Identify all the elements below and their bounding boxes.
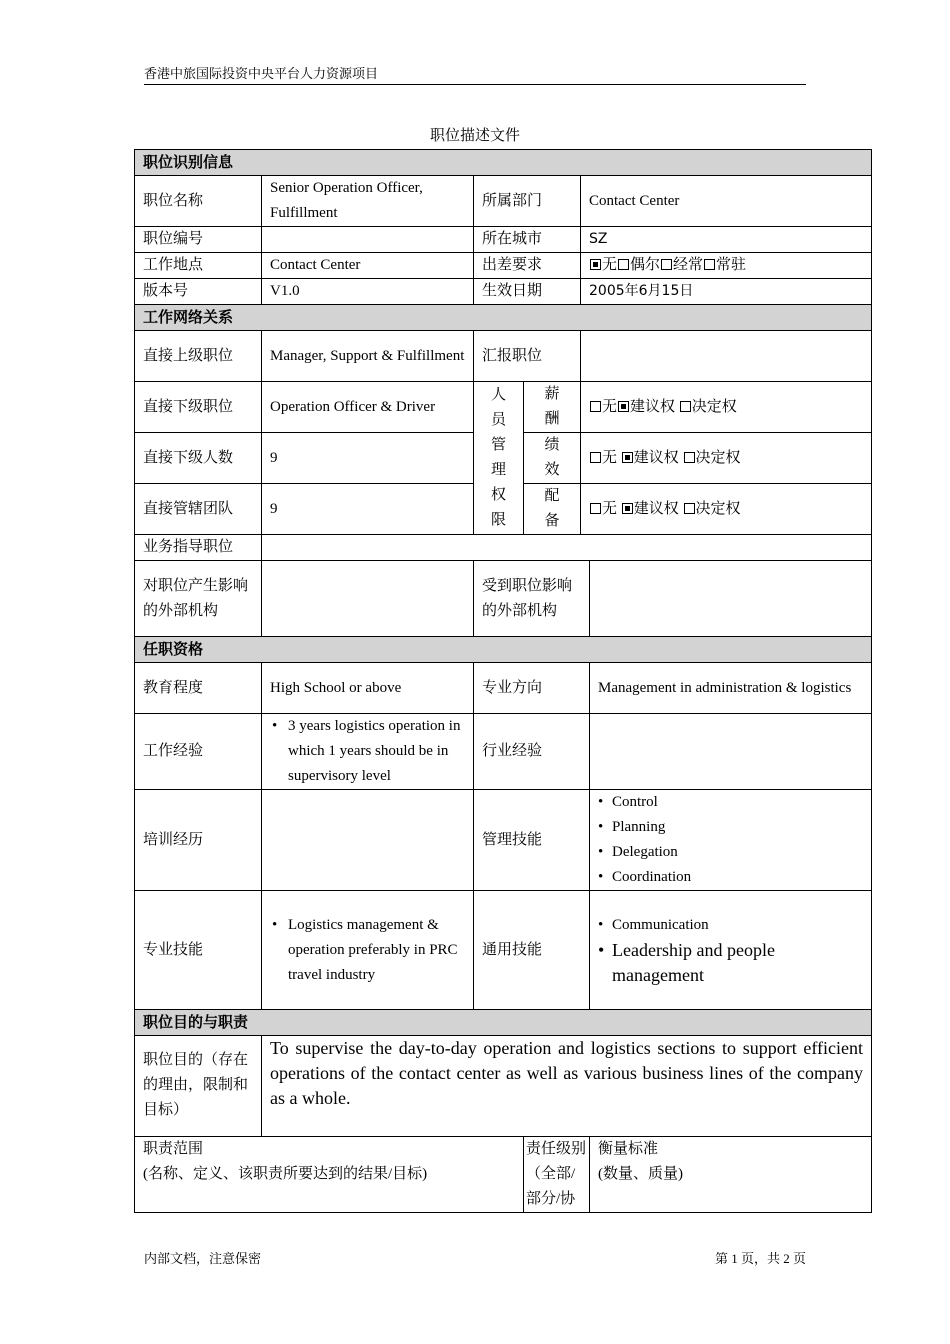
performance-rights <box>581 433 872 484</box>
education-label: 教育程度 <box>135 663 262 714</box>
purpose-label: 职位目的（存在的理由，限制和目标） <box>135 1036 262 1137</box>
report-label: 汇报职位 <box>474 331 581 382</box>
right-option: 决定权 <box>695 449 741 466</box>
effective-date-value: 2005年6月15日 <box>581 279 872 305</box>
version-value: V1.0 <box>262 279 474 305</box>
checkbox-checked-icon <box>622 452 633 463</box>
salary-char: 薪 <box>544 386 560 402</box>
position-name-value: Senior Operation Officer, Fulfillment <box>262 176 474 227</box>
scope-header <box>135 1137 524 1213</box>
travel-option: 常驻 <box>716 257 747 273</box>
travel-label: 出差要求 <box>474 253 581 279</box>
list-item: • Control <box>598 790 863 815</box>
authority-char: 理 <box>490 462 506 478</box>
general-skills-label: 通用技能 <box>474 891 590 1010</box>
checkbox-icon <box>590 452 601 463</box>
training-label: 培训经历 <box>135 790 262 891</box>
right-option: 决定权 <box>691 398 737 415</box>
section-identity: 职位识别信息 <box>135 150 872 176</box>
right-option: 无 <box>602 500 618 517</box>
checkbox-icon <box>704 259 715 270</box>
position-name-label: 职位名称 <box>135 176 262 227</box>
page-header: 香港中旅国际投资中央平台人力资源项目 <box>144 66 806 85</box>
subordinate-label: 直接下级职位 <box>135 382 262 433</box>
influence-out-label: 对职位产生影响的外部机构 <box>135 561 262 637</box>
location-value: Contact Center <box>262 253 474 279</box>
influence-out-value <box>262 561 474 637</box>
measure-label: 衡量标准 <box>598 1141 659 1157</box>
guidance-value <box>262 535 872 561</box>
mgmt-skills-value <box>590 790 872 891</box>
staffing-char: 备 <box>544 513 560 529</box>
report-value <box>581 331 872 382</box>
level-label: 责任级别（全部/部分/协 <box>524 1137 590 1213</box>
authority-char: 权 <box>490 487 506 503</box>
right-option: 建议权 <box>633 449 679 466</box>
checkbox-checked-icon <box>590 259 601 270</box>
staffing-label <box>524 484 581 535</box>
footer-confidential: 内部文档，注意保密 <box>144 1251 262 1266</box>
authority-char: 人 <box>490 387 506 403</box>
list-item: • Planning <box>598 815 863 840</box>
document-title: 职位描述文件 <box>429 128 520 144</box>
right-option: 无 <box>602 398 618 415</box>
team-label: 直接管辖团队 <box>135 484 262 535</box>
authority-char: 管 <box>490 437 506 453</box>
pro-skills-label: 专业技能 <box>135 891 262 1010</box>
superior-label: 直接上级职位 <box>135 331 262 382</box>
city-label: 所在城市 <box>474 227 581 253</box>
list-item: • Leadership and people management <box>598 938 863 988</box>
city-value: SZ <box>581 227 872 253</box>
position-no-label: 职位编号 <box>135 227 262 253</box>
mgmt-skills-label: 管理技能 <box>474 790 590 891</box>
right-option: 决定权 <box>695 500 741 517</box>
list-item: • Communication <box>598 913 863 938</box>
right-option: 无 <box>602 449 618 466</box>
effective-date-label: 生效日期 <box>474 279 581 305</box>
list-item: • Coordination <box>598 865 863 890</box>
performance-char: 绩 <box>544 437 560 453</box>
salary-char: 酬 <box>544 411 560 427</box>
sub-count-label: 直接下级人数 <box>135 433 262 484</box>
location-label: 工作地点 <box>135 253 262 279</box>
checkbox-icon <box>618 259 629 270</box>
education-value: High School or above <box>262 663 474 714</box>
job-description-table <box>134 149 872 1213</box>
pro-skills-value <box>262 891 474 1010</box>
sub-count-value: 9 <box>262 433 474 484</box>
authority-char: 员 <box>490 412 506 428</box>
major-label: 专业方向 <box>474 663 590 714</box>
experience-label: 工作经验 <box>135 714 262 790</box>
travel-option: 经常 <box>673 257 704 273</box>
experience-value <box>262 714 474 790</box>
checkbox-icon <box>684 503 695 514</box>
scope-sub: (名称、定义、该职责所要达到的结果/目标) <box>143 1166 428 1182</box>
checkbox-checked-icon <box>618 401 629 412</box>
right-option: 建议权 <box>630 398 676 415</box>
subordinate-value: Operation Officer & Driver <box>262 382 474 433</box>
measure-sub: (数量、质量) <box>598 1166 683 1182</box>
list-item: • Logistics management & operation preferably in PRC travel industry <box>270 913 465 988</box>
section-qualifications: 任职资格 <box>135 637 872 663</box>
checkbox-icon <box>680 401 691 412</box>
measure-header <box>590 1137 872 1213</box>
team-value: 9 <box>262 484 474 535</box>
performance-char: 效 <box>544 462 560 478</box>
industry-label: 行业经验 <box>474 714 590 790</box>
department-label: 所属部门 <box>474 176 581 227</box>
list-item: • 3 years logistics operation in which 1 years should be in supervisory level <box>270 714 465 789</box>
influenced-value <box>590 561 872 637</box>
section-purpose: 职位目的与职责 <box>135 1010 872 1036</box>
list-item: • Delegation <box>598 840 863 865</box>
staffing-rights <box>581 484 872 535</box>
section-network: 工作网络关系 <box>135 305 872 331</box>
footer-page-number: 第 1 页，共 2 页 <box>714 1251 806 1266</box>
checkbox-checked-icon <box>622 503 633 514</box>
salary-label <box>524 382 581 433</box>
authority-label <box>474 382 524 535</box>
salary-rights <box>581 382 872 433</box>
version-label: 版本号 <box>135 279 262 305</box>
checkbox-icon <box>590 503 601 514</box>
travel-option: 无 <box>602 257 618 273</box>
checkbox-icon <box>661 259 672 270</box>
scope-label: 职责范围 <box>143 1141 204 1157</box>
guidance-label: 业务指导职位 <box>135 535 262 561</box>
industry-value <box>590 714 872 790</box>
checkbox-icon <box>590 401 601 412</box>
major-value: Management in administration & logistics <box>590 663 872 714</box>
performance-label <box>524 433 581 484</box>
superior-value: Manager, Support & Fulfillment <box>262 331 474 382</box>
influenced-label: 受到职位影响的外部机构 <box>474 561 590 637</box>
position-no-value <box>262 227 474 253</box>
travel-option: 偶尔 <box>630 257 661 273</box>
checkbox-icon <box>684 452 695 463</box>
department-value: Contact Center <box>581 176 872 227</box>
right-option: 建议权 <box>633 500 679 517</box>
general-skills-value <box>590 891 872 1010</box>
purpose-text: To supervise the day-to-day operation and logistics sections to support efficient operations of the contact center as well as various business lines of the company as a whole. <box>262 1036 872 1137</box>
staffing-char: 配 <box>544 488 560 504</box>
training-value <box>262 790 474 891</box>
authority-char: 限 <box>490 512 506 528</box>
travel-options <box>581 253 872 279</box>
